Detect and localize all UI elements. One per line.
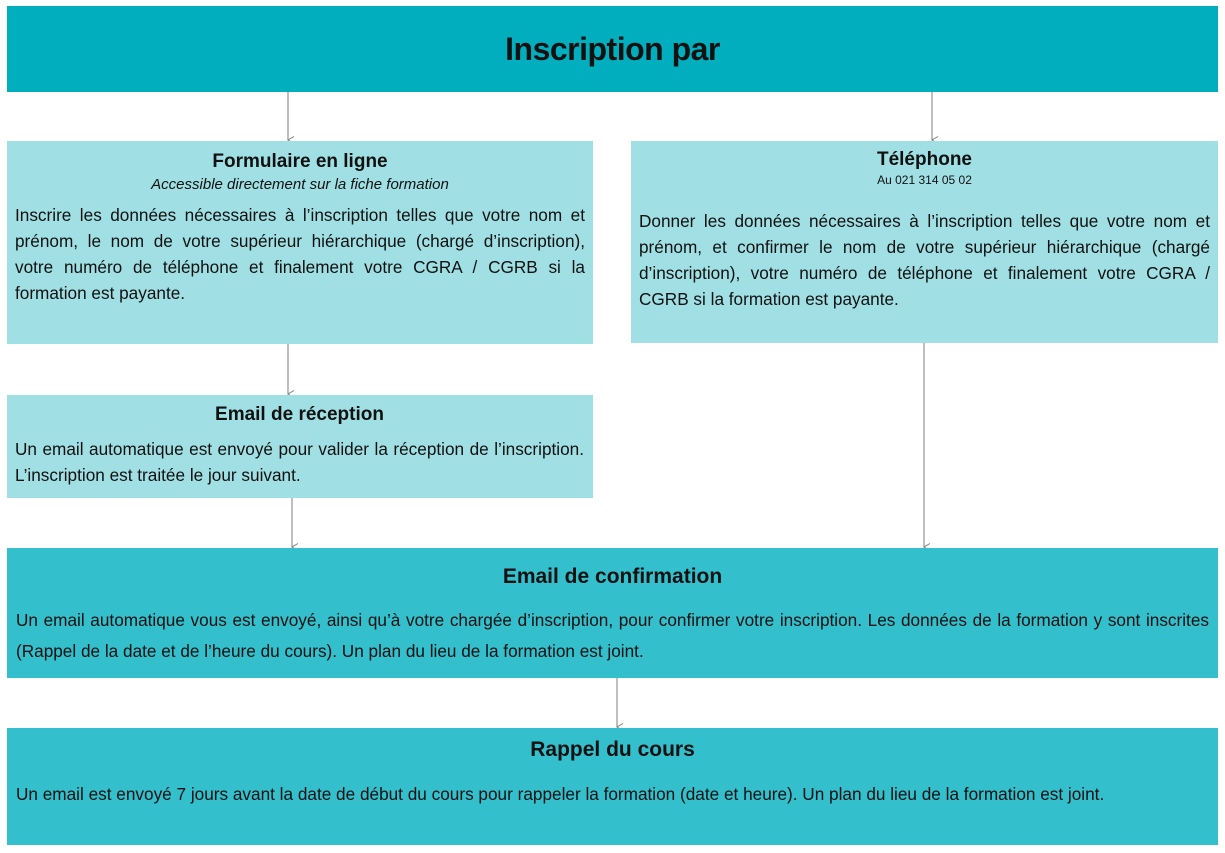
online-form-box xyxy=(7,141,593,344)
confirmation-email-box xyxy=(7,548,1218,678)
course-reminder-title: Rappel du cours xyxy=(530,738,695,761)
confirmation-email-body: Un email automatique vous est envoyé, ainsi qu’à votre chargée d’inscription, pour confirmer votre inscription. Les données de la formation y sont inscrites (Rappel de la date et de l’heure du cours). Un plan du lieu de la formation est joint. xyxy=(16,610,1209,661)
telephone-subtitle: Au 021 314 05 02 xyxy=(877,173,972,187)
telephone-body: Donner les données nécessaires à l’inscription telles que votre nom et prénom, et confirmer le nom de votre supérieur hiérarchique (chargé d’inscription), votre numéro de téléphone et finalement votre CGRA / CGRB si la formation est payante. xyxy=(639,211,1210,309)
reception-email-body: Un email automatique est envoyé pour valider la réception de l’inscription. L’inscription est traitée le jour suivant. xyxy=(15,439,584,485)
reception-email-title: Email de réception xyxy=(215,404,384,425)
header-box xyxy=(7,6,1218,92)
online-form-subtitle: Accessible directement sur la fiche formation xyxy=(151,176,449,193)
telephone-box xyxy=(631,141,1218,343)
course-reminder-box xyxy=(7,728,1218,845)
header-title: Inscription par xyxy=(505,30,720,67)
online-form-body: Inscrire les données nécessaires à l’inscription telles que votre nom et prénom, le nom de votre supérieur hiérarchique (chargé d’inscription), votre numéro de téléphone et finalement votre CGRA / CGRB si la formation est payante. xyxy=(15,205,585,303)
confirmation-email-title: Email de confirmation xyxy=(502,565,723,588)
online-form-title: Formulaire en ligne xyxy=(212,151,388,172)
course-reminder-body: Un email est envoyé 7 jours avant la date de début du cours pour rappeler la formation (date et heure). Un plan du lieu de la formation est joint. xyxy=(16,784,1105,804)
reception-email-box xyxy=(7,395,593,498)
telephone-title: Téléphone xyxy=(876,149,972,170)
